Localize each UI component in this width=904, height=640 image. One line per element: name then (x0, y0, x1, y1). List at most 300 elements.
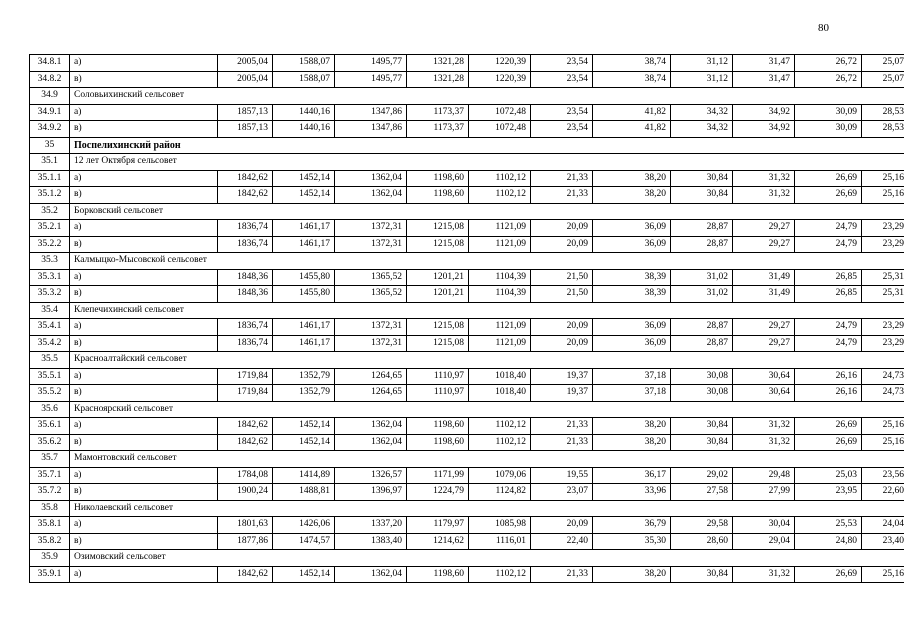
row-variant: а) (70, 220, 218, 237)
table-row (30, 335, 904, 352)
row-variant: в) (70, 71, 218, 88)
value-cell: 1461,17 (273, 335, 335, 352)
value-cell: 35,30 (593, 533, 671, 550)
table-body (30, 55, 904, 583)
section-header-row (30, 203, 904, 220)
value-cell: 1801,63 (218, 517, 273, 534)
value-cell: 1362,04 (335, 418, 407, 435)
row-code: 35.8.1 (30, 517, 70, 534)
value-cell: 29,27 (733, 335, 795, 352)
value-cell: 1110,97 (407, 385, 469, 402)
value-cell: 21,33 (531, 170, 593, 187)
section-header-row (30, 352, 904, 369)
row-code: 35.2.2 (30, 236, 70, 253)
row-variant: в) (70, 286, 218, 303)
value-cell: 28,87 (671, 335, 733, 352)
value-cell: 31,12 (671, 55, 733, 72)
value-cell: 23,40 (862, 533, 904, 550)
value-cell: 1198,60 (407, 187, 469, 204)
row-code: 35.3 (30, 253, 70, 270)
value-cell: 1215,08 (407, 335, 469, 352)
value-cell: 19,37 (531, 385, 593, 402)
value-cell: 1372,31 (335, 335, 407, 352)
value-cell: 1362,04 (335, 187, 407, 204)
value-cell: 1179,97 (407, 517, 469, 534)
value-cell: 36,09 (593, 236, 671, 253)
value-cell: 1215,08 (407, 319, 469, 336)
value-cell: 1461,17 (273, 220, 335, 237)
value-cell: 38,20 (593, 566, 671, 583)
value-cell: 24,79 (795, 220, 862, 237)
value-cell: 28,87 (671, 319, 733, 336)
value-cell: 30,84 (671, 418, 733, 435)
row-variant: в) (70, 236, 218, 253)
row-code: 35.8 (30, 500, 70, 517)
value-cell: 31,32 (733, 418, 795, 435)
row-variant: а) (70, 269, 218, 286)
section-header-row (30, 253, 904, 270)
section-title: 12 лет Октября сельсовет (70, 154, 904, 171)
row-code: 35.7 (30, 451, 70, 468)
value-cell: 23,29 (862, 335, 904, 352)
row-code: 35 (30, 137, 70, 154)
value-cell: 1264,65 (335, 368, 407, 385)
row-code: 35.7.1 (30, 467, 70, 484)
table-row (30, 533, 904, 550)
value-cell: 36,09 (593, 220, 671, 237)
value-cell: 1321,28 (407, 71, 469, 88)
value-cell: 1877,86 (218, 533, 273, 550)
value-cell: 1440,16 (273, 121, 335, 138)
row-variant: а) (70, 566, 218, 583)
value-cell: 31,32 (733, 566, 795, 583)
value-cell: 28,87 (671, 220, 733, 237)
table-row (30, 104, 904, 121)
value-cell: 31,49 (733, 269, 795, 286)
value-cell: 26,69 (795, 418, 862, 435)
section-header-row (30, 451, 904, 468)
row-code: 35.5.1 (30, 368, 70, 385)
value-cell: 33,96 (593, 484, 671, 501)
row-code: 35.1.1 (30, 170, 70, 187)
value-cell: 1201,21 (407, 286, 469, 303)
value-cell: 1220,39 (469, 55, 531, 72)
value-cell: 29,04 (733, 533, 795, 550)
value-cell: 38,74 (593, 55, 671, 72)
table-row (30, 319, 904, 336)
value-cell: 38,20 (593, 170, 671, 187)
row-variant: в) (70, 121, 218, 138)
value-cell: 28,87 (671, 236, 733, 253)
value-cell: 1121,09 (469, 319, 531, 336)
value-cell: 1461,17 (273, 236, 335, 253)
value-cell: 1452,14 (273, 418, 335, 435)
value-cell: 23,95 (795, 484, 862, 501)
value-cell: 25,03 (795, 467, 862, 484)
value-cell: 1452,14 (273, 187, 335, 204)
value-cell: 21,33 (531, 566, 593, 583)
value-cell: 1102,12 (469, 418, 531, 435)
value-cell: 1124,82 (469, 484, 531, 501)
section-header-row (30, 302, 904, 319)
value-cell: 1102,12 (469, 170, 531, 187)
value-cell: 23,54 (531, 104, 593, 121)
row-variant: а) (70, 104, 218, 121)
row-code: 34.9.1 (30, 104, 70, 121)
value-cell: 1121,09 (469, 220, 531, 237)
row-code: 35.2.1 (30, 220, 70, 237)
section-title: Озимовский сельсовет (70, 550, 904, 567)
value-cell: 22,60 (862, 484, 904, 501)
value-cell: 1198,60 (407, 170, 469, 187)
value-cell: 20,09 (531, 335, 593, 352)
value-cell: 1347,86 (335, 121, 407, 138)
value-cell: 1102,12 (469, 434, 531, 451)
table-row (30, 121, 904, 138)
value-cell: 29,58 (671, 517, 733, 534)
row-code: 35.9 (30, 550, 70, 567)
value-cell: 1452,14 (273, 434, 335, 451)
table-row (30, 71, 904, 88)
section-title: Красноярский сельсовет (70, 401, 904, 418)
value-cell: 26,16 (795, 368, 862, 385)
row-code: 35.4.2 (30, 335, 70, 352)
value-cell: 1474,57 (273, 533, 335, 550)
value-cell: 1220,39 (469, 71, 531, 88)
value-cell: 1842,62 (218, 170, 273, 187)
value-cell: 23,54 (531, 121, 593, 138)
value-cell: 1116,01 (469, 533, 531, 550)
value-cell: 36,17 (593, 467, 671, 484)
section-header-row (30, 88, 904, 105)
value-cell: 27,58 (671, 484, 733, 501)
table-row (30, 286, 904, 303)
value-cell: 38,39 (593, 286, 671, 303)
value-cell: 23,54 (531, 55, 593, 72)
value-cell: 26,69 (795, 566, 862, 583)
value-cell: 25,16 (862, 170, 904, 187)
value-cell: 1079,06 (469, 467, 531, 484)
value-cell: 29,02 (671, 467, 733, 484)
section-title: Николаевский сельсовет (70, 500, 904, 517)
table-row (30, 187, 904, 204)
value-cell: 26,72 (795, 71, 862, 88)
value-cell: 2005,04 (218, 55, 273, 72)
value-cell: 1085,98 (469, 517, 531, 534)
value-cell: 30,04 (733, 517, 795, 534)
value-cell: 28,53 (862, 121, 904, 138)
value-cell: 1857,13 (218, 104, 273, 121)
value-cell: 1352,79 (273, 385, 335, 402)
value-cell: 1326,57 (335, 467, 407, 484)
value-cell: 1719,84 (218, 385, 273, 402)
row-variant: а) (70, 467, 218, 484)
value-cell: 1110,97 (407, 368, 469, 385)
value-cell: 38,20 (593, 434, 671, 451)
value-cell: 1719,84 (218, 368, 273, 385)
row-variant: в) (70, 187, 218, 204)
value-cell: 23,07 (531, 484, 593, 501)
row-code: 35.8.2 (30, 533, 70, 550)
section-title: Соловьихинский сельсовет (70, 88, 904, 105)
row-variant: в) (70, 385, 218, 402)
value-cell: 34,92 (733, 104, 795, 121)
row-code: 35.2 (30, 203, 70, 220)
value-cell: 1455,80 (273, 286, 335, 303)
section-title: Калмыцко-Мысовской сельсовет (70, 253, 904, 270)
section-header-row (30, 401, 904, 418)
value-cell: 41,82 (593, 104, 671, 121)
row-code: 35.7.2 (30, 484, 70, 501)
value-cell: 1072,48 (469, 121, 531, 138)
value-cell: 1900,24 (218, 484, 273, 501)
value-cell: 30,64 (733, 385, 795, 402)
value-cell: 30,08 (671, 368, 733, 385)
value-cell: 1588,07 (273, 71, 335, 88)
value-cell: 34,92 (733, 121, 795, 138)
value-cell: 23,29 (862, 319, 904, 336)
row-code: 34.8.2 (30, 71, 70, 88)
value-cell: 1198,60 (407, 434, 469, 451)
value-cell: 25,16 (862, 566, 904, 583)
value-cell: 1264,65 (335, 385, 407, 402)
value-cell: 21,50 (531, 269, 593, 286)
value-cell: 24,79 (795, 335, 862, 352)
row-variant: а) (70, 319, 218, 336)
district-header-row (30, 137, 904, 154)
value-cell: 26,69 (795, 434, 862, 451)
value-cell: 1365,52 (335, 269, 407, 286)
value-cell: 38,20 (593, 187, 671, 204)
value-cell: 1104,39 (469, 286, 531, 303)
value-cell: 19,37 (531, 368, 593, 385)
value-cell: 30,84 (671, 566, 733, 583)
value-cell: 25,16 (862, 434, 904, 451)
value-cell: 34,32 (671, 121, 733, 138)
value-cell: 1588,07 (273, 55, 335, 72)
row-code: 35.4 (30, 302, 70, 319)
value-cell: 23,54 (531, 71, 593, 88)
value-cell: 26,16 (795, 385, 862, 402)
value-cell: 1121,09 (469, 236, 531, 253)
value-cell: 1372,31 (335, 319, 407, 336)
page-number: 80 (818, 22, 829, 34)
value-cell: 26,69 (795, 187, 862, 204)
value-cell: 1198,60 (407, 566, 469, 583)
value-cell: 26,69 (795, 170, 862, 187)
value-cell: 1198,60 (407, 418, 469, 435)
value-cell: 41,82 (593, 121, 671, 138)
value-cell: 2005,04 (218, 71, 273, 88)
value-cell: 1362,04 (335, 434, 407, 451)
row-variant: а) (70, 55, 218, 72)
value-cell: 1440,16 (273, 104, 335, 121)
row-variant: в) (70, 533, 218, 550)
table-row (30, 484, 904, 501)
value-cell: 28,60 (671, 533, 733, 550)
value-cell: 1365,52 (335, 286, 407, 303)
district-title: Поспелихинский район (70, 137, 904, 154)
value-cell: 1018,40 (469, 368, 531, 385)
table-row (30, 418, 904, 435)
value-cell: 20,09 (531, 319, 593, 336)
value-cell: 29,27 (733, 236, 795, 253)
value-cell: 30,84 (671, 434, 733, 451)
value-cell: 1215,08 (407, 220, 469, 237)
section-title: Клепечихинский сельсовет (70, 302, 904, 319)
row-variant: а) (70, 517, 218, 534)
value-cell: 24,73 (862, 385, 904, 402)
row-code: 35.6.1 (30, 418, 70, 435)
value-cell: 38,20 (593, 418, 671, 435)
row-code: 35.1.2 (30, 187, 70, 204)
value-cell: 20,09 (531, 220, 593, 237)
row-code: 35.1 (30, 154, 70, 171)
value-cell: 1452,14 (273, 566, 335, 583)
value-cell: 21,50 (531, 286, 593, 303)
value-cell: 30,64 (733, 368, 795, 385)
value-cell: 1842,62 (218, 434, 273, 451)
section-header-row (30, 154, 904, 171)
value-cell: 1396,97 (335, 484, 407, 501)
value-cell: 25,53 (795, 517, 862, 534)
row-variant: в) (70, 484, 218, 501)
value-cell: 1362,04 (335, 566, 407, 583)
value-cell: 1347,86 (335, 104, 407, 121)
value-cell: 27,99 (733, 484, 795, 501)
value-cell: 31,02 (671, 269, 733, 286)
value-cell: 1848,36 (218, 269, 273, 286)
value-cell: 26,72 (795, 55, 862, 72)
table-row (30, 368, 904, 385)
value-cell: 1352,79 (273, 368, 335, 385)
row-code: 35.6 (30, 401, 70, 418)
value-cell: 30,09 (795, 121, 862, 138)
table-row (30, 434, 904, 451)
table-row (30, 236, 904, 253)
value-cell: 1842,62 (218, 566, 273, 583)
value-cell: 30,84 (671, 170, 733, 187)
value-cell: 29,27 (733, 220, 795, 237)
value-cell: 19,55 (531, 467, 593, 484)
value-cell: 1214,62 (407, 533, 469, 550)
table-row (30, 566, 904, 583)
value-cell: 1201,21 (407, 269, 469, 286)
value-cell: 24,04 (862, 517, 904, 534)
value-cell: 1104,39 (469, 269, 531, 286)
table-row (30, 385, 904, 402)
value-cell: 1173,37 (407, 104, 469, 121)
value-cell: 29,27 (733, 319, 795, 336)
value-cell: 21,33 (531, 434, 593, 451)
value-cell: 31,49 (733, 286, 795, 303)
table-row (30, 55, 904, 72)
value-cell: 1372,31 (335, 220, 407, 237)
value-cell: 1836,74 (218, 335, 273, 352)
value-cell: 1455,80 (273, 269, 335, 286)
row-code: 35.4.1 (30, 319, 70, 336)
table-row (30, 517, 904, 534)
value-cell: 24,73 (862, 368, 904, 385)
value-cell: 1495,77 (335, 71, 407, 88)
value-cell: 1173,37 (407, 121, 469, 138)
value-cell: 1414,89 (273, 467, 335, 484)
row-variant: а) (70, 418, 218, 435)
row-variant: а) (70, 368, 218, 385)
section-title: Красноалтайский сельсовет (70, 352, 904, 369)
value-cell: 1321,28 (407, 55, 469, 72)
row-code: 35.3.1 (30, 269, 70, 286)
section-header-row (30, 500, 904, 517)
value-cell: 1224,79 (407, 484, 469, 501)
table-row (30, 220, 904, 237)
value-cell: 1215,08 (407, 236, 469, 253)
table-row (30, 467, 904, 484)
value-cell: 31,32 (733, 434, 795, 451)
value-cell: 29,48 (733, 467, 795, 484)
row-code: 34.8.1 (30, 55, 70, 72)
value-cell: 21,33 (531, 418, 593, 435)
value-cell: 25,31 (862, 286, 904, 303)
value-cell: 1171,99 (407, 467, 469, 484)
value-cell: 1836,74 (218, 319, 273, 336)
value-cell: 1452,14 (273, 170, 335, 187)
value-cell: 25,16 (862, 187, 904, 204)
value-cell: 37,18 (593, 368, 671, 385)
value-cell: 1121,09 (469, 335, 531, 352)
value-cell: 26,85 (795, 286, 862, 303)
value-cell: 1488,81 (273, 484, 335, 501)
row-code: 35.9.1 (30, 566, 70, 583)
value-cell: 1842,62 (218, 187, 273, 204)
row-code: 35.5.2 (30, 385, 70, 402)
row-code: 35.3.2 (30, 286, 70, 303)
value-cell: 1337,20 (335, 517, 407, 534)
value-cell: 31,12 (671, 71, 733, 88)
value-cell: 20,09 (531, 517, 593, 534)
value-cell: 1495,77 (335, 55, 407, 72)
value-cell: 28,53 (862, 104, 904, 121)
value-cell: 26,85 (795, 269, 862, 286)
value-cell: 1383,40 (335, 533, 407, 550)
value-cell: 24,80 (795, 533, 862, 550)
row-variant: а) (70, 170, 218, 187)
value-cell: 1836,74 (218, 236, 273, 253)
value-cell: 25,16 (862, 418, 904, 435)
value-cell: 25,07 (862, 71, 904, 88)
value-cell: 31,47 (733, 55, 795, 72)
section-title: Борковский сельсовет (70, 203, 904, 220)
section-title: Мамонтовский сельсовет (70, 451, 904, 468)
value-cell: 23,29 (862, 220, 904, 237)
value-cell: 1018,40 (469, 385, 531, 402)
data-table (29, 54, 904, 583)
row-code: 34.9.2 (30, 121, 70, 138)
value-cell: 1072,48 (469, 104, 531, 121)
value-cell: 25,07 (862, 55, 904, 72)
section-header-row (30, 550, 904, 567)
value-cell: 31,32 (733, 187, 795, 204)
row-code: 35.5 (30, 352, 70, 369)
value-cell: 1372,31 (335, 236, 407, 253)
value-cell: 23,29 (862, 236, 904, 253)
value-cell: 1857,13 (218, 121, 273, 138)
value-cell: 24,79 (795, 236, 862, 253)
value-cell: 36,79 (593, 517, 671, 534)
value-cell: 24,79 (795, 319, 862, 336)
value-cell: 30,84 (671, 187, 733, 204)
value-cell: 31,02 (671, 286, 733, 303)
